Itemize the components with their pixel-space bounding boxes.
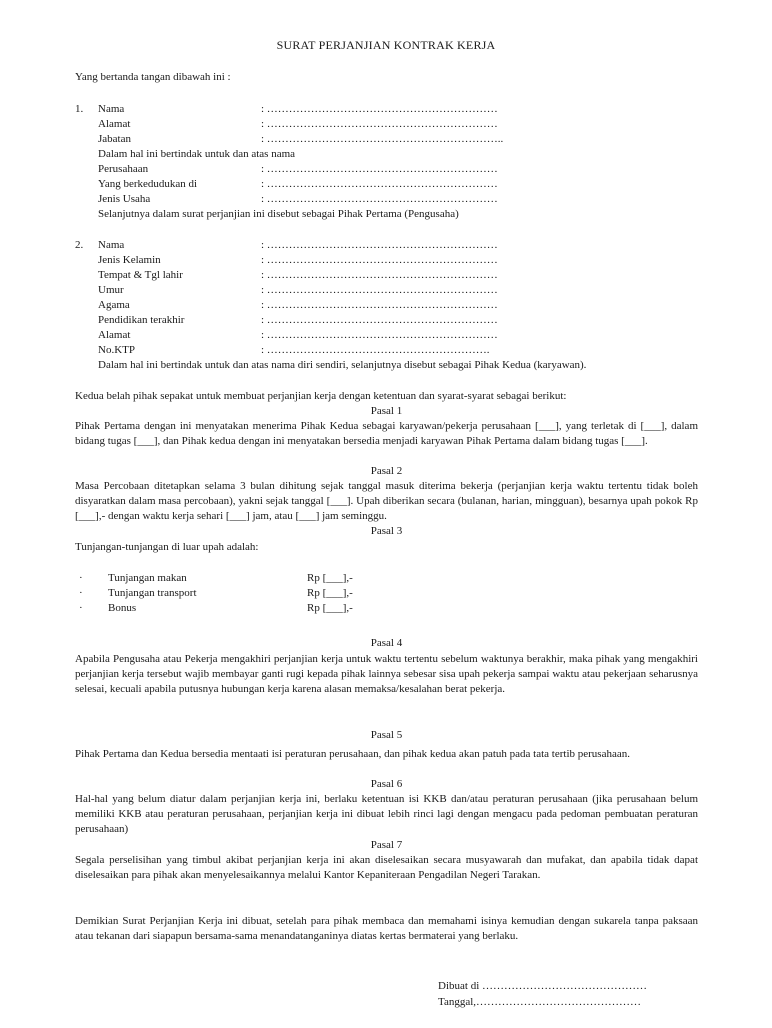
pasal-1-text: Pihak Pertama dengan ini menyatakan menerima Pihak Kedua sebagai karyawan/pekerja perusahaan [___], yang terletak di [___], dalam bidang tugas [___], dan Pihak kedua dengan ini menyatakan bersedia menjadi karyawan Pihak Pertama dalam bidang tugas [___]. [75, 420, 698, 447]
pasal-6-text: Hal-hal yang belum diatur dalam perjanjian kerja ini, berlaku ketentuan isi KKB dan/atau peraturan perusahaan (jika perusahaan belum memiliki KKB atau peraturan perusahaan, perjanjian kerja ini dibuat lebih rinci lagi dengan mengacu pada pedoman pembuatan peraturan perusahaan) [75, 793, 698, 835]
agreement-intro: Kedua belah pihak sepakat untuk membuat perjanjian kerja dengan ketentuan dan syarat-syarat sebagai berikut: [75, 390, 567, 402]
party-one-field: Dalam hal ini bertindak untuk dan atas nama [98, 148, 296, 160]
pasal-6-heading: Pasal 6 [370, 778, 403, 790]
pasal-2-text: Masa Percobaan ditetapkan selama 3 bulan dihitung sejak tanggal masuk diterima bekerja (perjanjian kerja waktu tertentu tidak boleh disyaratkan dalam masa percobaan), yakni sejak tanggal [___]. Upah diberikan secara (bulanan, harian, mingguan), besarnya upah pokok Rp [___],- dengan waktu kerja sehari [___] jam, atau [___] jam seminggu. [75, 480, 698, 522]
party-two-field: Tempat & Tgl lahir : ……………………………………………………… [98, 269, 498, 281]
party-one-field: Perusahaan : ……………………………………………………… [98, 163, 498, 175]
closing-text: Demikian Surat Perjanjian Kerja ini dibuat, setelah para pihak membaca dan memahami isinya kemudian dengan sukarela tanpa paksaan atau tekanan dari siapapun bersama-sama menandatanganinya diatas kertas bermaterai yang berlaku. [75, 915, 698, 942]
pasal-2-heading: Pasal 2 [370, 465, 403, 477]
party-one-field: Alamat : ……………………………………………………… [98, 118, 498, 130]
party-one-field: Selanjutnya dalam surat perjanjian ini disebut sebagai Pihak Pertama (Pengusaha) [98, 208, 459, 220]
party-two-field: Agama : ……………………………………………………… [98, 299, 498, 311]
party-two-field: Alamat : ……………………………………………………… [98, 329, 498, 341]
intro-text: Yang bertanda tangan dibawah ini : [75, 71, 231, 83]
party-one-field: Jenis Usaha : ……………………………………………………… [98, 193, 498, 205]
party-two-field: Umur : ……………………………………………………… [98, 284, 498, 296]
party-two-number: 2. [75, 239, 84, 251]
party-two-field: Jenis Kelamin : ……………………………………………………… [98, 254, 498, 266]
document-title: SURAT PERJANJIAN KONTRAK KERJA [276, 38, 496, 52]
party-two-field: Pendidikan terakhir : ……………………………………………………… [98, 314, 498, 326]
party-two-field: Dalam hal ini bertindak untuk dan atas nama diri sendiri, selanjutnya disebut sebagai Pihak Kedua (karyawan). [98, 359, 587, 371]
list-item: · Tunjangan transport Rp [___],- [79, 587, 353, 599]
signature-place: Dibuat di ……………………………………… [438, 980, 647, 992]
party-two-field: No.KTP : ……………………………………………………. [98, 344, 490, 356]
party-one-number: 1. [75, 103, 84, 115]
signature-block [438, 979, 738, 1011]
party-two-field: Nama : ……………………………………………………… [98, 239, 498, 251]
pasal-4-text: Apabila Pengusaha atau Pekerja mengakhiri perjanjian kerja untuk waktu tertentu sebelum waktunya berakhir, maka pihak yang mengakhiri perjanjian kerja tersebut wajib membayar ganti rugi kepada pihak lainnya sebesar sisa upah pekerja sampai waktu atau pekerjaan seharusnya selesai, kecuali apabila putusnya hubungan kerja karena alasan memaksa/kesalahan berat pekerja. [75, 653, 698, 695]
party-two-section [75, 238, 695, 373]
benefits-list [75, 571, 475, 616]
party-one-field: Yang berkedudukan di : ……………………………………………………… [98, 178, 498, 190]
pasal-5-heading: Pasal 5 [370, 729, 403, 741]
list-item: · Bonus Rp [___],- [79, 602, 353, 614]
pasal-7-heading: Pasal 7 [370, 839, 403, 851]
party-one-field: Jabatan : ……………………………………………………….. [98, 133, 504, 145]
party-one-field: Nama : ……………………………………………………… [98, 103, 498, 115]
list-item: · Tunjangan makan Rp [___],- [79, 572, 353, 584]
pasal-3-text: Tunjangan-tunjangan di luar upah adalah: [75, 541, 259, 553]
pasal-7-text: Segala perselisihan yang timbul akibat perjanjian kerja ini akan diselesaikan secara musyawarah dan mufakat, dan apabila tidak dapat diselesaikan para pihak akan menyelesaikannya melalui Kantor Kepaniteraan Pengadilan Negeri Tarakan. [75, 854, 698, 881]
pasal-4-heading: Pasal 4 [370, 637, 403, 649]
party-one-section [75, 102, 695, 222]
pasal-5-text: Pihak Pertama dan Kedua bersedia mentaati isi peraturan perusahaan, dan pihak kedua akan patuh pada tata tertib perusahaan. [75, 748, 630, 760]
signature-date: Tanggal,……………………………………… [438, 996, 642, 1008]
pasal-1-heading: Pasal 1 [370, 405, 403, 417]
pasal-3-heading: Pasal 3 [370, 525, 403, 537]
